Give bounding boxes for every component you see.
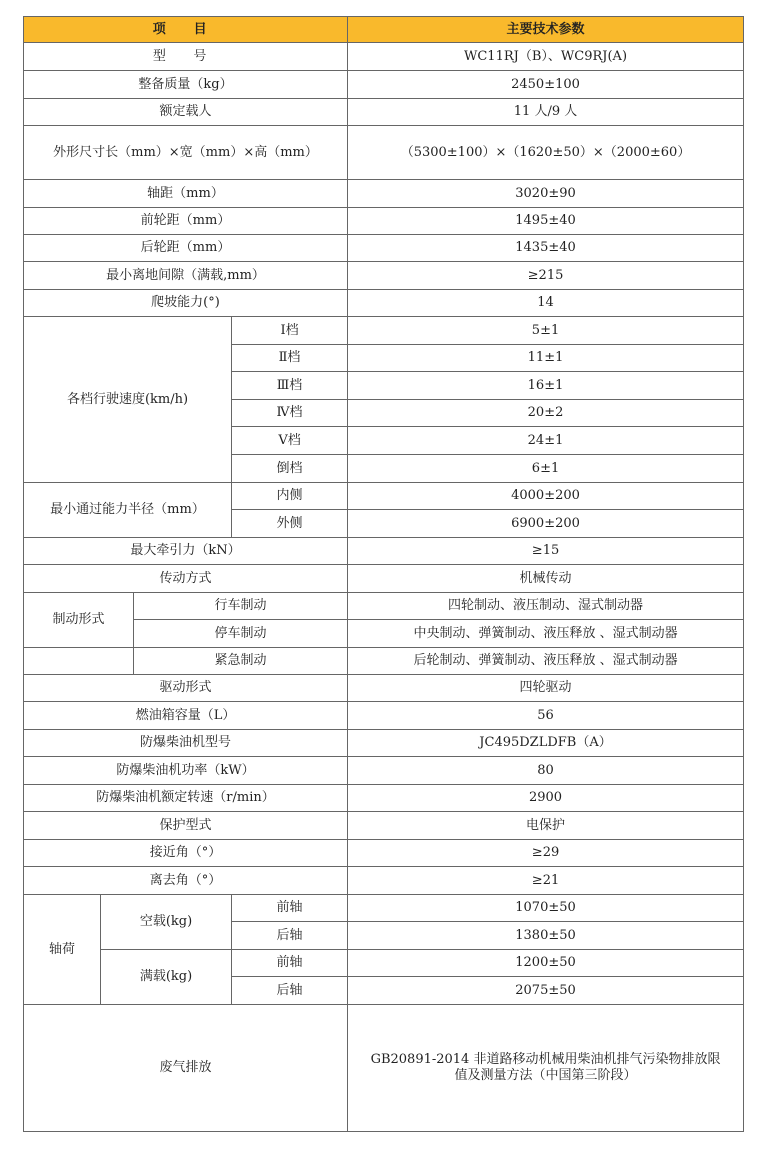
table-row <box>24 593 744 620</box>
table-row <box>24 812 744 840</box>
table-row <box>24 538 744 565</box>
row-label: 驱动形式 <box>24 675 348 702</box>
row-label: 保护型式 <box>24 812 348 840</box>
axle-position-label: 前轴 <box>232 895 348 922</box>
brake-item-value: 中央制动、弹簧制动、液压释放 、湿式制动器 <box>348 620 744 648</box>
table-row <box>24 895 744 922</box>
row-value: 2450±100 <box>348 71 744 99</box>
table-row <box>24 785 744 812</box>
row-label: 外形尺寸长（mm）×宽（mm）×高（mm） <box>24 126 348 180</box>
table-row <box>24 840 744 867</box>
table-row <box>24 867 744 895</box>
table-header-row <box>24 17 744 43</box>
axle-value: 2075±50 <box>348 977 744 1005</box>
row-value: 11 人/9 人 <box>348 99 744 126</box>
radius-label: 最小通过能力半径（mm） <box>24 483 232 538</box>
row-label: 防爆柴油机功率（kW） <box>24 757 348 785</box>
axle-position-label: 前轴 <box>232 950 348 977</box>
table-row <box>24 126 744 180</box>
table-row <box>24 483 744 510</box>
row-label: 传动方式 <box>24 565 348 593</box>
gear-value: 5±1 <box>348 317 744 345</box>
row-value: （5300±100）×（1620±50）×（2000±60） <box>348 126 744 180</box>
row-value: ≥21 <box>348 867 744 895</box>
gear-label: Ⅴ档 <box>232 427 348 455</box>
radius-outer-value: 6900±200 <box>348 510 744 538</box>
row-value: 80 <box>348 757 744 785</box>
table-row <box>24 757 744 785</box>
axle-position-label: 后轴 <box>232 922 348 950</box>
table-row <box>24 208 744 235</box>
table-row <box>24 290 744 317</box>
table-row <box>24 702 744 730</box>
table-row <box>24 317 744 345</box>
row-value: 2900 <box>348 785 744 812</box>
gear-value: 20±2 <box>348 400 744 427</box>
radius-inner-value: 4000±200 <box>348 483 744 510</box>
table-row <box>24 43 744 71</box>
axle-position-label: 后轴 <box>232 977 348 1005</box>
brake-item-label: 行车制动 <box>134 593 348 620</box>
row-value: ≥15 <box>348 538 744 565</box>
brake-label: 制动形式 <box>24 593 134 648</box>
axle-value: 1200±50 <box>348 950 744 977</box>
emission-line-2: 值及测量方法（中国第三阶段） <box>454 1068 637 1083</box>
brake-empty-cell <box>24 648 134 675</box>
gear-value: 6±1 <box>348 455 744 483</box>
table-row <box>24 262 744 290</box>
row-value: 电保护 <box>348 812 744 840</box>
row-label: 防爆柴油机型号 <box>24 730 348 757</box>
table-row <box>24 730 744 757</box>
row-label: 后轮距（mm） <box>24 235 348 262</box>
row-label: 接近角（°） <box>24 840 348 867</box>
row-label: 整备质量（kg） <box>24 71 348 99</box>
emission-label: 废气排放 <box>24 1005 348 1132</box>
axle-value: 1070±50 <box>348 895 744 922</box>
brake-item-label: 紧急制动 <box>134 648 348 675</box>
row-label: 最大牵引力（kN） <box>24 538 348 565</box>
row-label: 前轮距（mm） <box>24 208 348 235</box>
emission-value <box>348 1005 744 1132</box>
row-label: 爬坡能力(°) <box>24 290 348 317</box>
row-value: ≥215 <box>348 262 744 290</box>
row-label: 离去角（°） <box>24 867 348 895</box>
table-row <box>24 565 744 593</box>
table-row <box>24 950 744 977</box>
emission-line-1: GB20891-2014 非道路移动机械用柴油机排气污染物排放限 <box>370 1052 721 1068</box>
row-value: 3020±90 <box>348 180 744 208</box>
row-label: 额定载人 <box>24 99 348 126</box>
row-value: 四轮驱动 <box>348 675 744 702</box>
gear-label: 倒档 <box>232 455 348 483</box>
axle-full-label: 满载(kg) <box>101 950 232 1005</box>
table-row <box>24 180 744 208</box>
row-value: 14 <box>348 290 744 317</box>
gear-label: Ⅰ档 <box>232 317 348 345</box>
radius-outer-label: 外侧 <box>232 510 348 538</box>
row-label: 轴距（mm） <box>24 180 348 208</box>
table-row <box>24 1005 744 1132</box>
row-label: 防爆柴油机额定转速（r/min） <box>24 785 348 812</box>
gear-value: 24±1 <box>348 427 744 455</box>
header-item: 项 目 <box>24 17 348 43</box>
table-row <box>24 675 744 702</box>
axle-label: 轴荷 <box>24 895 101 1005</box>
axle-empty-label: 空载(kg) <box>101 895 232 950</box>
table-row <box>24 99 744 126</box>
gear-label: Ⅲ档 <box>232 372 348 400</box>
brake-item-label: 停车制动 <box>134 620 348 648</box>
gear-label: Ⅱ档 <box>232 345 348 372</box>
radius-inner-label: 内侧 <box>232 483 348 510</box>
gear-value: 11±1 <box>348 345 744 372</box>
brake-item-value: 后轮制动、弹簧制动、液压释放 、湿式制动器 <box>348 648 744 675</box>
speed-label: 各档行驶速度(km/h) <box>24 317 232 483</box>
header-params: 主要技术参数 <box>348 17 744 43</box>
brake-item-value: 四轮制动、液压制动、湿式制动器 <box>348 593 744 620</box>
row-value: ≥29 <box>348 840 744 867</box>
row-value: WC11RJ（B）、WC9RJ(A) <box>348 43 744 71</box>
row-label: 型 号 <box>24 43 348 71</box>
row-value: 56 <box>348 702 744 730</box>
gear-value: 16±1 <box>348 372 744 400</box>
table-row <box>24 648 744 675</box>
table-row <box>24 235 744 262</box>
row-label: 燃油箱容量（L） <box>24 702 348 730</box>
gear-label: Ⅳ档 <box>232 400 348 427</box>
spec-table <box>23 16 744 1132</box>
row-value: 1495±40 <box>348 208 744 235</box>
row-value: 1435±40 <box>348 235 744 262</box>
row-value: JC495DZLDFB（A） <box>348 730 744 757</box>
table-row <box>24 71 744 99</box>
axle-value: 1380±50 <box>348 922 744 950</box>
row-label: 最小离地间隙（满载,mm） <box>24 262 348 290</box>
row-value: 机械传动 <box>348 565 744 593</box>
